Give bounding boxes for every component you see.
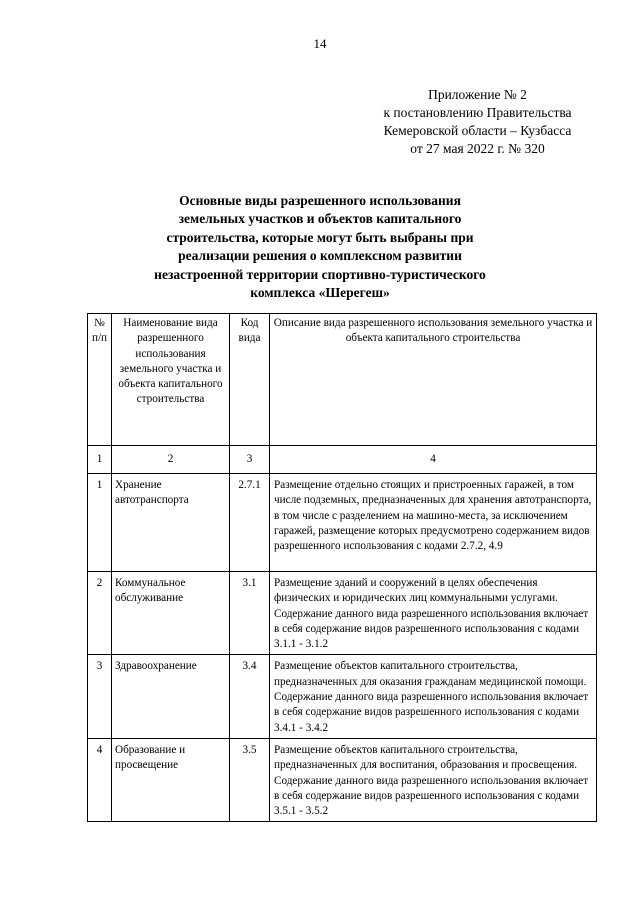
row-code: 3.1 [230,572,270,655]
row-desc: Размещение отдельно стоящих и пристроенных гаражей, в том числе подземных, предназначенных для хранения автотранспорта, в том числе с разделением на машино-места, за исключением гаражей, размещение которых предусмотрено содержанием видов разрешенного использования с кодами 2.7.2, 4.9 [270,474,597,572]
header-num: № п/п [88,314,112,446]
document-title [130,192,510,302]
column-number: 3 [230,446,270,474]
title-line: строительства, которые могут быть выбраны при [166,229,474,245]
row-num: 3 [88,655,112,738]
row-num: 4 [88,738,112,821]
column-number: 2 [112,446,230,474]
row-name: Образование и просвещение [112,738,230,821]
land-use-table [87,313,597,822]
table-row [88,738,597,821]
table-row [88,655,597,738]
table-row [88,474,597,572]
column-number: 1 [88,446,112,474]
column-numbers-row [88,446,597,474]
title-line: Основные виды разрешенного использования [179,193,461,208]
row-name: Здравоохранение [112,655,230,738]
row-desc: Размещение объектов капитального строительства, предназначенных для оказания гражданам медицинской помощи. Содержание данного вида разрешенного использования включает в себя содержание видов разрешенного использования с кодами 3.4.1 - 3.4.2 [270,655,597,738]
row-code: 3.4 [230,655,270,738]
header-code: Код вида [230,314,270,446]
appendix-line: от 27 мая 2022 г. № 320 [410,141,545,156]
appendix-line: Кемеровской области – Кузбасса [383,123,572,138]
row-name: Коммунальное обслуживание [112,572,230,655]
appendix-line: Приложение № 2 [428,87,527,102]
title-line: незастроенной территории спортивно-туристического [154,266,486,282]
row-desc: Размещение объектов капитального строительства, предназначенных для воспитания, образования и просвещения. Содержание данного вида разрешенного использования включает в себя содержание видов разрешенного использования с кодами 3.5.1 - 3.5.2 [270,738,597,821]
page-number: 14 [313,36,327,51]
title-line: земельных участков и объектов капитального [178,211,462,227]
row-code: 3.5 [230,738,270,821]
appendix-header [360,86,595,158]
row-code: 2.7.1 [230,474,270,572]
appendix-line: к постановлению Правительства [383,105,572,120]
header-name: Наименование вида разрешенного использования земельного участка и объекта капитального строительства [112,314,230,446]
header-desc: Описание вида разрешенного использования земельного участка и объекта капитального строительства [270,314,597,446]
title-line: реализации решения о комплексном развитии [178,248,462,264]
row-name: Хранение автотранспорта [112,474,230,572]
title-line: комплекса «Шерегеш» [250,285,390,301]
column-number: 4 [270,446,597,474]
row-num: 2 [88,572,112,655]
table-row [88,572,597,655]
row-desc: Размещение зданий и сооружений в целях обеспечения физических и юридических лиц коммунальными услугами. Содержание данного вида разрешенного использования включает в себя содержание видов разрешенного использования с кодами 3.1.1 - 3.1.2 [270,572,597,655]
row-num: 1 [88,474,112,572]
table-header-row [88,314,597,446]
